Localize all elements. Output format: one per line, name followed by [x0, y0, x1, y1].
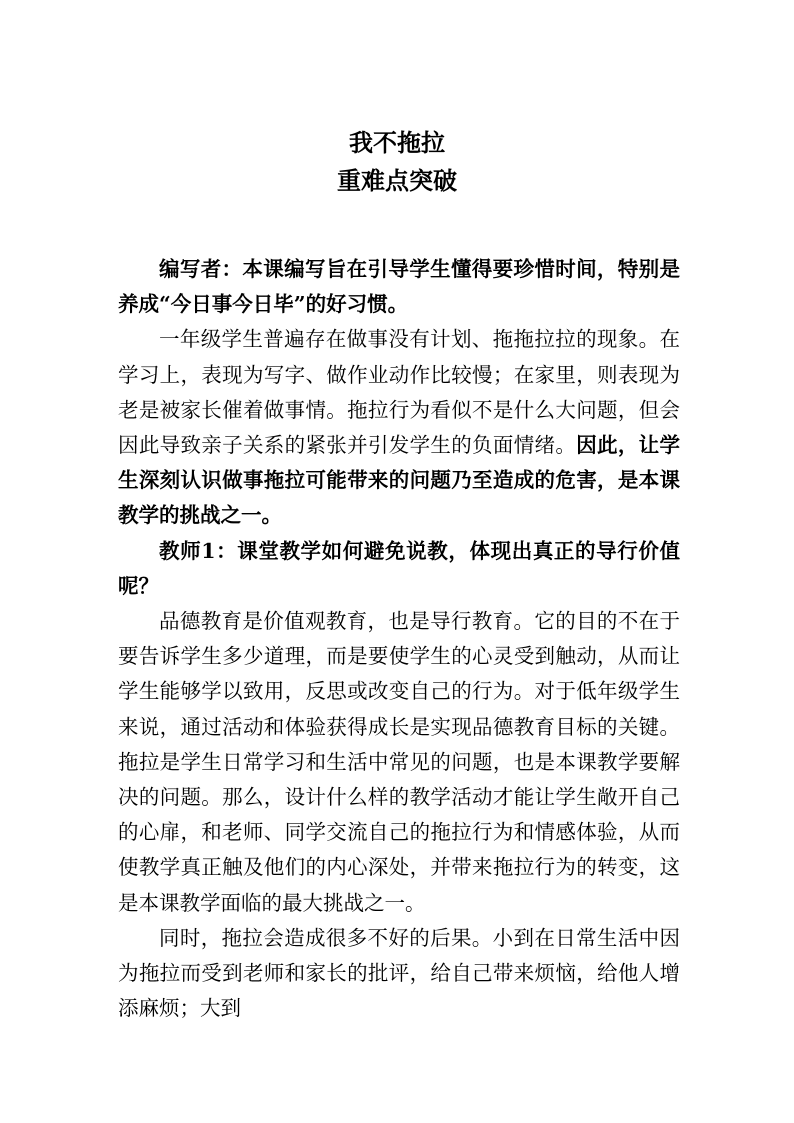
paragraph-consequences — [118, 921, 680, 1027]
document-body — [118, 252, 680, 1026]
document-subtitle: 重难点突破 — [337, 166, 457, 195]
paragraph-moral-education — [118, 604, 680, 921]
paragraph-student-habits — [118, 322, 680, 533]
text-segment-emphasis: 因此，让学生深刻认识做事拖拉可能带来的问题乃至造成的危害，是本课教学的挑战之一。 — [118, 433, 681, 528]
paragraph-teacher-question — [118, 534, 680, 604]
text-segment: 同时，拖拉会造成很多不好的后果。小到在日常生活中因为拖拉而受到老师和家长的批评，给自己带来烦恼，给他人增添麻烦；大到 — [118, 925, 680, 1021]
paragraph-author-note — [118, 252, 680, 322]
text-segment: 编写者：本课编写旨在引导学生懂得要珍惜时间，特别是养成“今日事今日毕”的好习惯。 — [118, 257, 680, 317]
title-block — [0, 124, 794, 200]
document-title: 我不拖拉 — [349, 128, 445, 157]
text-segment: 一年级学生普遍存在做事没有计划、拖拖拉拉的现象。在学习上，表现为写字、做作业动作比较慢；在家里，则表现为老是被家长催着做事情。拖拉行为看似不是什么大问题，但会因此导致亲子关系的紧张并引发学生的负面情绪。 — [118, 327, 680, 458]
text-segment: 品德教育是价值观教育，也是导行教育。它的目的不在于要告诉学生多少道理，而是要使学生的心灵受到触动，从而让学生能够学以致用，反思或改变自己的行为。对于低年级学生来说，通过活动和体验获得成长是实现品德教育目标的关键。拖拉是学生日常学习和生活中常见的问题，也是本课教学要解决的问题。那么，设计什么样的教学活动才能让学生敞开自己的心扉，和老师、同学交流自己的拖拉行为和情感体验，从而使教学真正触及他们的内心深处，并带来拖拉行为的转变，这是本课教学面临的最大挑战之一。 — [118, 609, 680, 915]
text-segment: 教师1：课堂教学如何避免说教，体现出真正的导行价值呢？ — [118, 538, 680, 598]
